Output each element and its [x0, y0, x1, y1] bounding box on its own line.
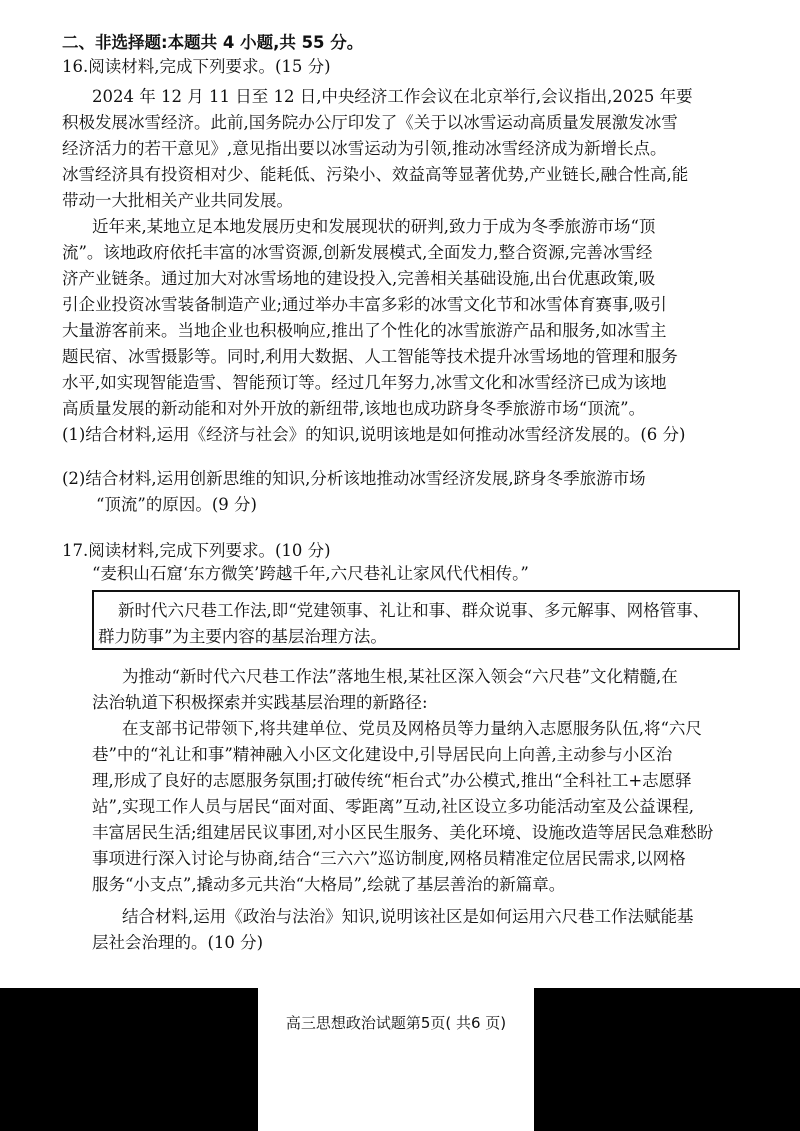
q16-para1-line: 冰雪经济具有投资相对少、能耗低、污染小、效益高等显著优势,产业链长,融合性高,能 — [62, 165, 689, 184]
q16-para2-line: 济产业链条。通过加大对冰雪场地的建设投入,完善相关基础设施,出台优惠政策,吸 — [62, 269, 656, 288]
q17-para2-line: 事项进行深入讨论与协商,结合“三六六”巡访制度,网格员精准定位居民需求,以网格 — [92, 849, 686, 868]
q16-para1-line: 带动一大批相关产业共同发展。 — [62, 191, 293, 210]
q17-title: 17.阅读材料,完成下列要求。(10 分) — [62, 541, 331, 560]
q16-para1-line: 经济活力的若干意见》,意见指出要以冰雪运动为引领,推动冰雪经济成为新增长点。 — [62, 139, 667, 158]
q16-para2-line: 流”。该地政府依托丰富的冰雪资源,创新发展模式,全面发力,整合资源,完善冰雪经 — [62, 243, 653, 262]
q16-para2-line: 水平,如实现智能造雪、智能预订等。经过几年努力,冰雪文化和冰雪经济已成为该地 — [62, 373, 667, 392]
q17-para1-line: 法治轨道下积极探索并实践基层治理的新路径: — [92, 693, 428, 712]
q16-para1-line: 积极发展冰雪经济。此前,国务院办公厅印发了《关于以冰雪运动高质量发展激发冰雪 — [62, 113, 678, 132]
q17-para2-line: 丰富居民生活;组建居民议事团,对小区民生服务、美化环境、设施改造等居民急难愁盼 — [92, 823, 714, 842]
q17-para2-line: 理,形成了良好的志愿服务氛围;打破传统“柜台式”办公模式,推出“全科社工+志愿驿 — [92, 771, 692, 790]
section-header: 二、非选择题:本题共 4 小题,共 55 分。 — [62, 33, 364, 52]
q16-para2-line: 题民宿、冰雪摄影等。同时,利用大数据、人工智能等技术提升冰雪场地的管理和服务 — [62, 347, 678, 366]
footer-black-block-left — [0, 988, 258, 1131]
q17-para2-line: 在支部书记带领下,将共建单位、党员及网格员等力量纳入志愿服务队伍,将“六尺 — [122, 719, 702, 738]
q16-subquestion-2-cont: “顶流”的原因。(9 分) — [96, 495, 257, 514]
q17-para2-line: 服务“小支点”,撬动多元共治“大格局”,绘就了基层善治的新篇章。 — [92, 875, 566, 894]
q17-question-line: 结合材料,运用《政治与法治》知识,说明该社区是如何运用六尺巷工作法赋能基 — [122, 907, 694, 926]
q17-para2-line: 站”,实现工作人员与居民“面对面、零距离”互动,社区设立多功能活动室及公益课程, — [92, 797, 695, 816]
q16-para2-line: 近年来,某地立足本地发展历史和发展现状的研判,致力于成为冬季旅游市场“顶 — [92, 217, 656, 236]
q17-para2-line: 巷”中的“礼让和事”精神融入小区文化建设中,引导居民向上向善,主动参与小区治 — [92, 745, 673, 764]
q16-title: 16.阅读材料,完成下列要求。(15 分) — [62, 57, 331, 76]
q17-box-line: 新时代六尺巷工作法,即“党建领事、礼让和事、群众说事、多元解事、网格管事、 — [118, 601, 710, 620]
q17-intro-quote: “麦积山石窟‘东方微笑’跨越千年,六尺巷礼让家风代代相传。” — [92, 564, 529, 583]
q16-para2-line: 引企业投资冰雪装备制造产业;通过举办丰富多彩的冰雪文化节和冰雪体育赛事,吸引 — [62, 295, 667, 314]
q16-para1-line: 2024 年 12 月 11 日至 12 日,中央经济工作会议在北京举行,会议指出,2025 年要 — [92, 87, 693, 106]
q17-box-line: 群力防事”为主要内容的基层治理方法。 — [98, 627, 387, 646]
q17-question-line: 层社会治理的。(10 分) — [92, 933, 264, 952]
q16-subquestion-2: (2)结合材料,运用创新思维的知识,分析该地推动冰雪经济发展,跻身冬季旅游市场 — [62, 469, 646, 488]
q17-para1-line: 为推动“新时代六尺巷工作法”落地生根,某社区深入领会“六尺巷”文化精髓,在 — [122, 667, 678, 686]
footer-black-block-right — [534, 988, 800, 1131]
page-footer: 高三思想政治试题第5页( 共6 页) — [285, 1014, 507, 1032]
q16-para2-line: 高质量发展的新动能和对外开放的新纽带,该地也成功跻身冬季旅游市场“顶流”。 — [62, 399, 646, 418]
q16-subquestion-1: (1)结合材料,运用《经济与社会》的知识,说明该地是如何推动冰雪经济发展的。(6 分) — [62, 425, 686, 444]
q16-para2-line: 大量游客前来。当地企业也积极响应,推出了个性化的冰雪旅游产品和服务,如冰雪主 — [62, 321, 667, 340]
